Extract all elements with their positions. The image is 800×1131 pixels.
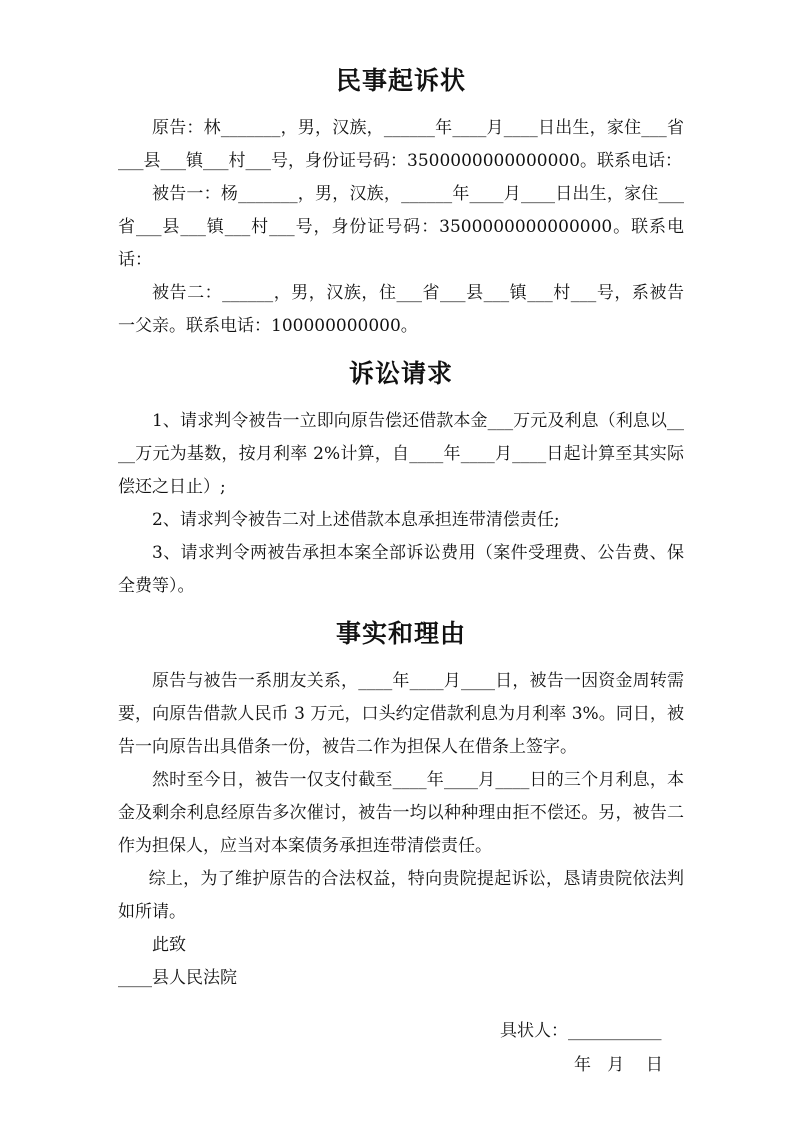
court-name: ____县人民法院 (118, 968, 237, 988)
complaint-body (118, 62, 684, 995)
facts-paragraph: 原告与被告一系朋友关系，____年____月____日，被告一因资金周转需要，向原告借款人民币 3 万元，口头约定借款利息为月利率 3%。同日，被告一向原告出具借条一份，被告二作为担保人在借条上签字。 (118, 671, 684, 757)
date-line: 年 月 日 (574, 1055, 663, 1075)
signer-line: 具状人：___________ (500, 1021, 662, 1041)
claim-item: 3、请求判令两被告承担本案全部诉讼费用（案件受理费、公告费、保全费等）。 (118, 543, 684, 596)
closing-salutation: 此致 (152, 935, 186, 955)
facts-paragraph: 然时至今日，被告一仅支付截至____年____月____日的三个月利息，本金及剩余利息经原告多次催讨，被告一均以种种理由拒不偿还。另，被告二作为担保人，应当对本案债务承担连带清偿责任。 (118, 770, 684, 856)
claim-item: 2、请求判令被告二对上述借款本息承担连带清偿责任; (152, 510, 560, 530)
facts-heading: 事实和理由 (335, 619, 466, 648)
defendant2-info: 被告二：______，男，汉族，住___省___县___镇___村___号，系被告一父亲。联系电话：100000000000。 (118, 283, 684, 336)
claims-heading: 诉讼请求 (348, 359, 453, 388)
claim-item: 1、请求判令被告一立即向原告偿还借款本金___万元及利息（利息以____万元为基数，按月利率 2%计算，自____年____月____日起计算至其实际偿还之日止）; (118, 411, 684, 497)
document-title: 民事起诉状 (335, 66, 466, 95)
defendant1-info: 被告一：杨_______，男，汉族，______年____月____日出生，家住___省___县___镇___村___号，身份证号码：3500000000000000。联系电话： (118, 184, 684, 270)
facts-paragraph: 综上，为了维护原告的合法权益，特向贵院提起诉讼，恳请贵院依法判如所请。 (118, 869, 684, 922)
plaintiff-info: 原告：林_______，男，汉族，______年____月____日出生，家住___省___县___镇___村___号，身份证号码：3500000000000000。联系电话： (118, 118, 684, 171)
